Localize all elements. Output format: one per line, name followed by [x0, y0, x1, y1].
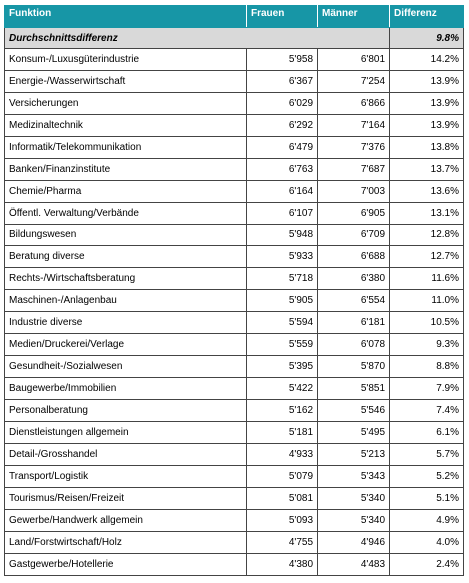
cell-differenz: 5.2%: [390, 465, 464, 487]
cell-differenz: 6.1%: [390, 421, 464, 443]
header-differenz: Differenz: [390, 6, 464, 28]
table-row: [5, 290, 464, 312]
cell-maenner: 7'164: [318, 114, 390, 136]
table-row: [5, 487, 464, 509]
cell-frauen: 5'093: [247, 509, 318, 531]
cell-maenner: 7'003: [318, 180, 390, 202]
cell-maenner: 6'801: [318, 49, 390, 71]
cell-maenner: 5'340: [318, 487, 390, 509]
cell-funktion: Gesundheit-/Sozialwesen: [5, 356, 247, 378]
header-row: [5, 6, 464, 28]
cell-frauen: 5'422: [247, 378, 318, 400]
table-row: [5, 268, 464, 290]
average-empty-cell: [247, 28, 318, 49]
average-label: Durchschnittsdifferenz: [5, 28, 247, 49]
cell-differenz: 12.8%: [390, 224, 464, 246]
cell-differenz: 2.4%: [390, 553, 464, 575]
cell-frauen: 6'029: [247, 92, 318, 114]
cell-differenz: 4.0%: [390, 531, 464, 553]
header-maenner: Männer: [318, 6, 390, 28]
salary-comparison-table: [4, 5, 464, 576]
cell-frauen: 5'181: [247, 421, 318, 443]
table-row: [5, 400, 464, 422]
table-row: [5, 334, 464, 356]
table-row: [5, 312, 464, 334]
cell-differenz: 10.5%: [390, 312, 464, 334]
cell-maenner: 5'213: [318, 443, 390, 465]
cell-maenner: 7'687: [318, 158, 390, 180]
cell-differenz: 13.6%: [390, 180, 464, 202]
cell-differenz: 13.9%: [390, 92, 464, 114]
cell-funktion: Medien/Druckerei/Verlage: [5, 334, 247, 356]
cell-funktion: Tourismus/Reisen/Freizeit: [5, 487, 247, 509]
cell-frauen: 5'162: [247, 400, 318, 422]
table-row: [5, 180, 464, 202]
cell-funktion: Banken/Finanzinstitute: [5, 158, 247, 180]
cell-frauen: 5'933: [247, 246, 318, 268]
cell-frauen: 6'367: [247, 70, 318, 92]
cell-frauen: 5'395: [247, 356, 318, 378]
cell-frauen: 5'079: [247, 465, 318, 487]
cell-differenz: 8.8%: [390, 356, 464, 378]
table-row: [5, 421, 464, 443]
cell-frauen: 5'718: [247, 268, 318, 290]
cell-frauen: 5'905: [247, 290, 318, 312]
cell-funktion: Transport/Logistik: [5, 465, 247, 487]
table-row: [5, 531, 464, 553]
table-header: [5, 6, 464, 28]
cell-frauen: 6'479: [247, 136, 318, 158]
cell-funktion: Rechts-/Wirtschaftsberatung: [5, 268, 247, 290]
cell-differenz: 12.7%: [390, 246, 464, 268]
cell-maenner: 5'343: [318, 465, 390, 487]
table-row: [5, 158, 464, 180]
cell-funktion: Gewerbe/Handwerk allgemein: [5, 509, 247, 531]
cell-funktion: Energie-/Wasserwirtschaft: [5, 70, 247, 92]
cell-differenz: 13.8%: [390, 136, 464, 158]
cell-maenner: 6'709: [318, 224, 390, 246]
cell-maenner: 6'554: [318, 290, 390, 312]
cell-frauen: 5'948: [247, 224, 318, 246]
cell-funktion: Bildungswesen: [5, 224, 247, 246]
cell-funktion: Öffentl. Verwaltung/Verbände: [5, 202, 247, 224]
cell-maenner: 4'946: [318, 531, 390, 553]
cell-differenz: 5.1%: [390, 487, 464, 509]
cell-funktion: Maschinen-/Anlagenbau: [5, 290, 247, 312]
cell-frauen: 5'559: [247, 334, 318, 356]
cell-funktion: Personalberatung: [5, 400, 247, 422]
table-row: [5, 224, 464, 246]
cell-differenz: 9.3%: [390, 334, 464, 356]
cell-maenner: 7'376: [318, 136, 390, 158]
cell-maenner: 5'495: [318, 421, 390, 443]
cell-frauen: 6'292: [247, 114, 318, 136]
cell-maenner: 6'688: [318, 246, 390, 268]
cell-funktion: Medizinaltechnik: [5, 114, 247, 136]
cell-maenner: 6'866: [318, 92, 390, 114]
cell-funktion: Informatik/Telekommunikation: [5, 136, 247, 158]
cell-frauen: 6'763: [247, 158, 318, 180]
cell-differenz: 11.0%: [390, 290, 464, 312]
cell-funktion: Versicherungen: [5, 92, 247, 114]
cell-differenz: 13.9%: [390, 114, 464, 136]
cell-differenz: 4.9%: [390, 509, 464, 531]
cell-differenz: 14.2%: [390, 49, 464, 71]
cell-maenner: 6'078: [318, 334, 390, 356]
cell-maenner: 4'483: [318, 553, 390, 575]
average-row: [5, 28, 464, 49]
cell-funktion: Detail-/Grosshandel: [5, 443, 247, 465]
cell-funktion: Beratung diverse: [5, 246, 247, 268]
cell-frauen: 5'081: [247, 487, 318, 509]
table-row: [5, 465, 464, 487]
cell-funktion: Land/Forstwirtschaft/Holz: [5, 531, 247, 553]
cell-frauen: 4'755: [247, 531, 318, 553]
header-frauen: Frauen: [247, 6, 318, 28]
cell-frauen: 6'107: [247, 202, 318, 224]
cell-frauen: 4'380: [247, 553, 318, 575]
table-row: [5, 378, 464, 400]
table-row: [5, 136, 464, 158]
cell-differenz: 7.9%: [390, 378, 464, 400]
cell-maenner: 5'851: [318, 378, 390, 400]
cell-maenner: 6'380: [318, 268, 390, 290]
cell-frauen: 5'594: [247, 312, 318, 334]
cell-differenz: 13.1%: [390, 202, 464, 224]
cell-differenz: 13.9%: [390, 70, 464, 92]
table-row: [5, 509, 464, 531]
cell-funktion: Konsum-/Luxusgüterindustrie: [5, 49, 247, 71]
cell-funktion: Industrie diverse: [5, 312, 247, 334]
cell-frauen: 4'933: [247, 443, 318, 465]
average-empty-cell: [318, 28, 390, 49]
cell-differenz: 11.6%: [390, 268, 464, 290]
cell-maenner: 5'340: [318, 509, 390, 531]
table-row: [5, 49, 464, 71]
table-row: [5, 92, 464, 114]
average-value: 9.8%: [390, 28, 464, 49]
cell-frauen: 5'958: [247, 49, 318, 71]
header-funktion: Funktion: [5, 6, 247, 28]
cell-maenner: 7'254: [318, 70, 390, 92]
cell-funktion: Gastgewerbe/Hotellerie: [5, 553, 247, 575]
cell-funktion: Chemie/Pharma: [5, 180, 247, 202]
cell-differenz: 13.7%: [390, 158, 464, 180]
cell-funktion: Dienstleistungen allgemein: [5, 421, 247, 443]
cell-differenz: 5.7%: [390, 443, 464, 465]
table-row: [5, 246, 464, 268]
table-row: [5, 114, 464, 136]
cell-maenner: 5'546: [318, 400, 390, 422]
table-row: [5, 443, 464, 465]
cell-maenner: 5'870: [318, 356, 390, 378]
table-row: [5, 553, 464, 575]
table-row: [5, 70, 464, 92]
cell-maenner: 6'905: [318, 202, 390, 224]
average-section: [5, 28, 464, 49]
cell-funktion: Baugewerbe/Immobilien: [5, 378, 247, 400]
cell-differenz: 7.4%: [390, 400, 464, 422]
data-rows: [5, 49, 464, 576]
cell-maenner: 6'181: [318, 312, 390, 334]
table-row: [5, 202, 464, 224]
cell-frauen: 6'164: [247, 180, 318, 202]
table-row: [5, 356, 464, 378]
